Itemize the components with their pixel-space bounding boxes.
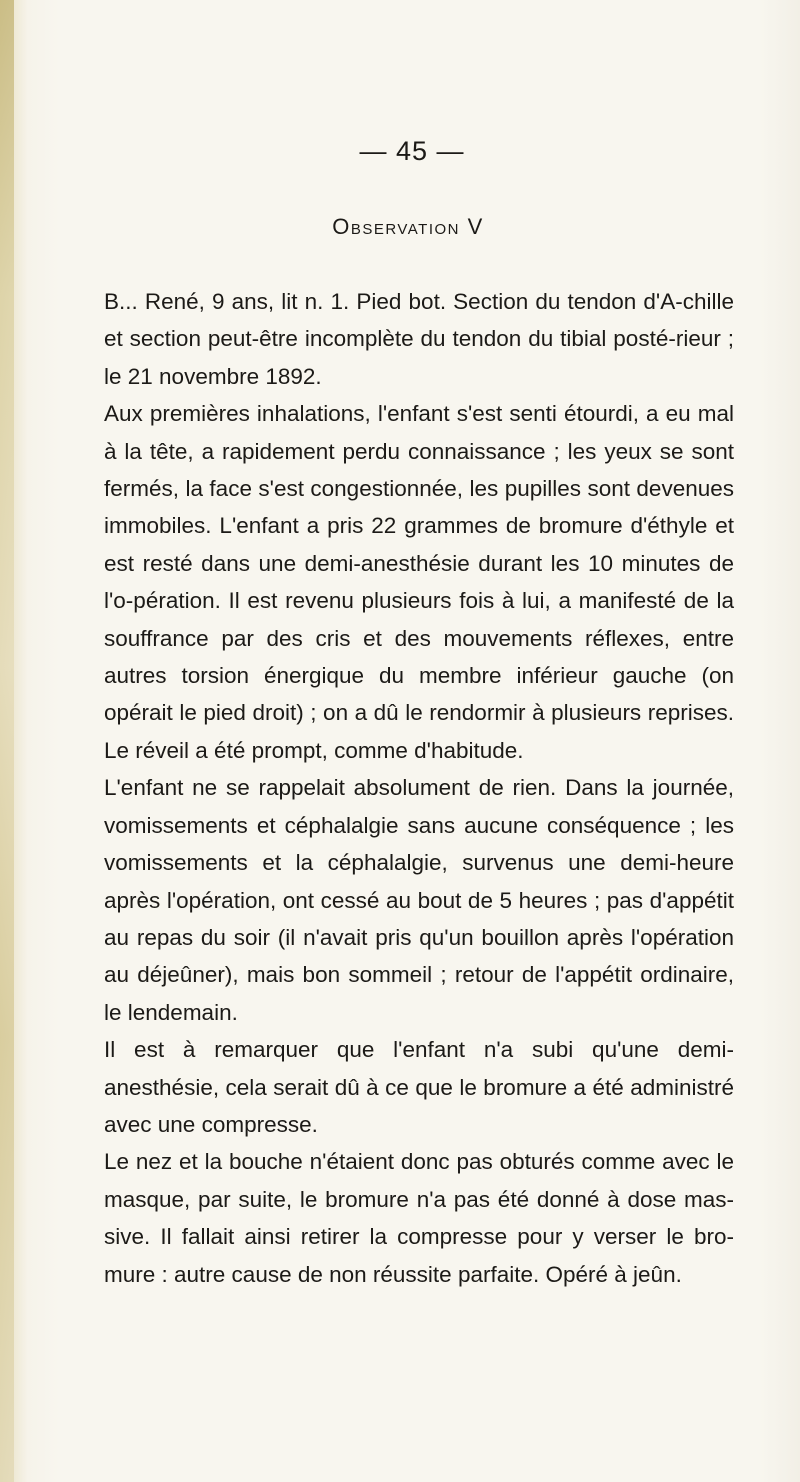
page-number: — 45 —: [359, 136, 465, 166]
paragraph: Il est à remarquer que l'enfant n'a subi qu'une demi-anesthésie, cela serait dû à ce que le bromure a été administré avec une compresse.: [104, 1037, 734, 1137]
paragraph: Le nez et la bouche n'étaient donc pas obturés comme avec le masque, par suite, le bromure n'a pas été donné à dose mas-sive. Il fallait ainsi retirer la compresse pour y verser le bro-mure : autre cause de non réussite parfaite. Opéré à jeûn.: [104, 1149, 734, 1287]
paragraph: B... René, 9 ans, lit n. 1. Pied bot. Section du tendon d'A-chille et section peut-être incomplète du tendon du tibial posté-rieur ; le 21 novembre 1892.: [104, 289, 734, 389]
paragraph: Aux premières inhalations, l'enfant s'est senti étourdi, a eu mal à la tête, a rapidement perdu connaissance ; les yeux se sont fermés, la face s'est congestionnée, les pupilles sont devenues immobiles. L'enfant a pris 22 grammes de bromure d'éthyle et est resté dans une demi-anesthésie durant les 10 minutes de l'o-pération. Il est revenu plusieurs fois à lui, a manifesté de la souffrance par des cris et des mouvements réflexes, entre autres torsion énergique du membre inférieur gauche (on opérait le pied droit) ; on a dû le rendormir à plusieurs reprises. Le réveil a été prompt, comme d'habitude.: [104, 401, 734, 763]
body-text: [104, 283, 734, 1293]
observation-heading: Observation V: [332, 214, 484, 239]
paragraph: L'enfant ne se rappelait absolument de rien. Dans la journée, vomissements et céphalalgie sans aucune conséquence ; les vomissements et la céphalalgie, survenus une demi-heure après l'opération, ont cessé au bout de 5 heures ; pas d'appétit au repas du soir (il n'avait pris qu'un bouillon après l'opération au déjeûner), mais bon sommeil ; retour de l'appétit ordinaire, le lendemain.: [104, 775, 734, 1025]
